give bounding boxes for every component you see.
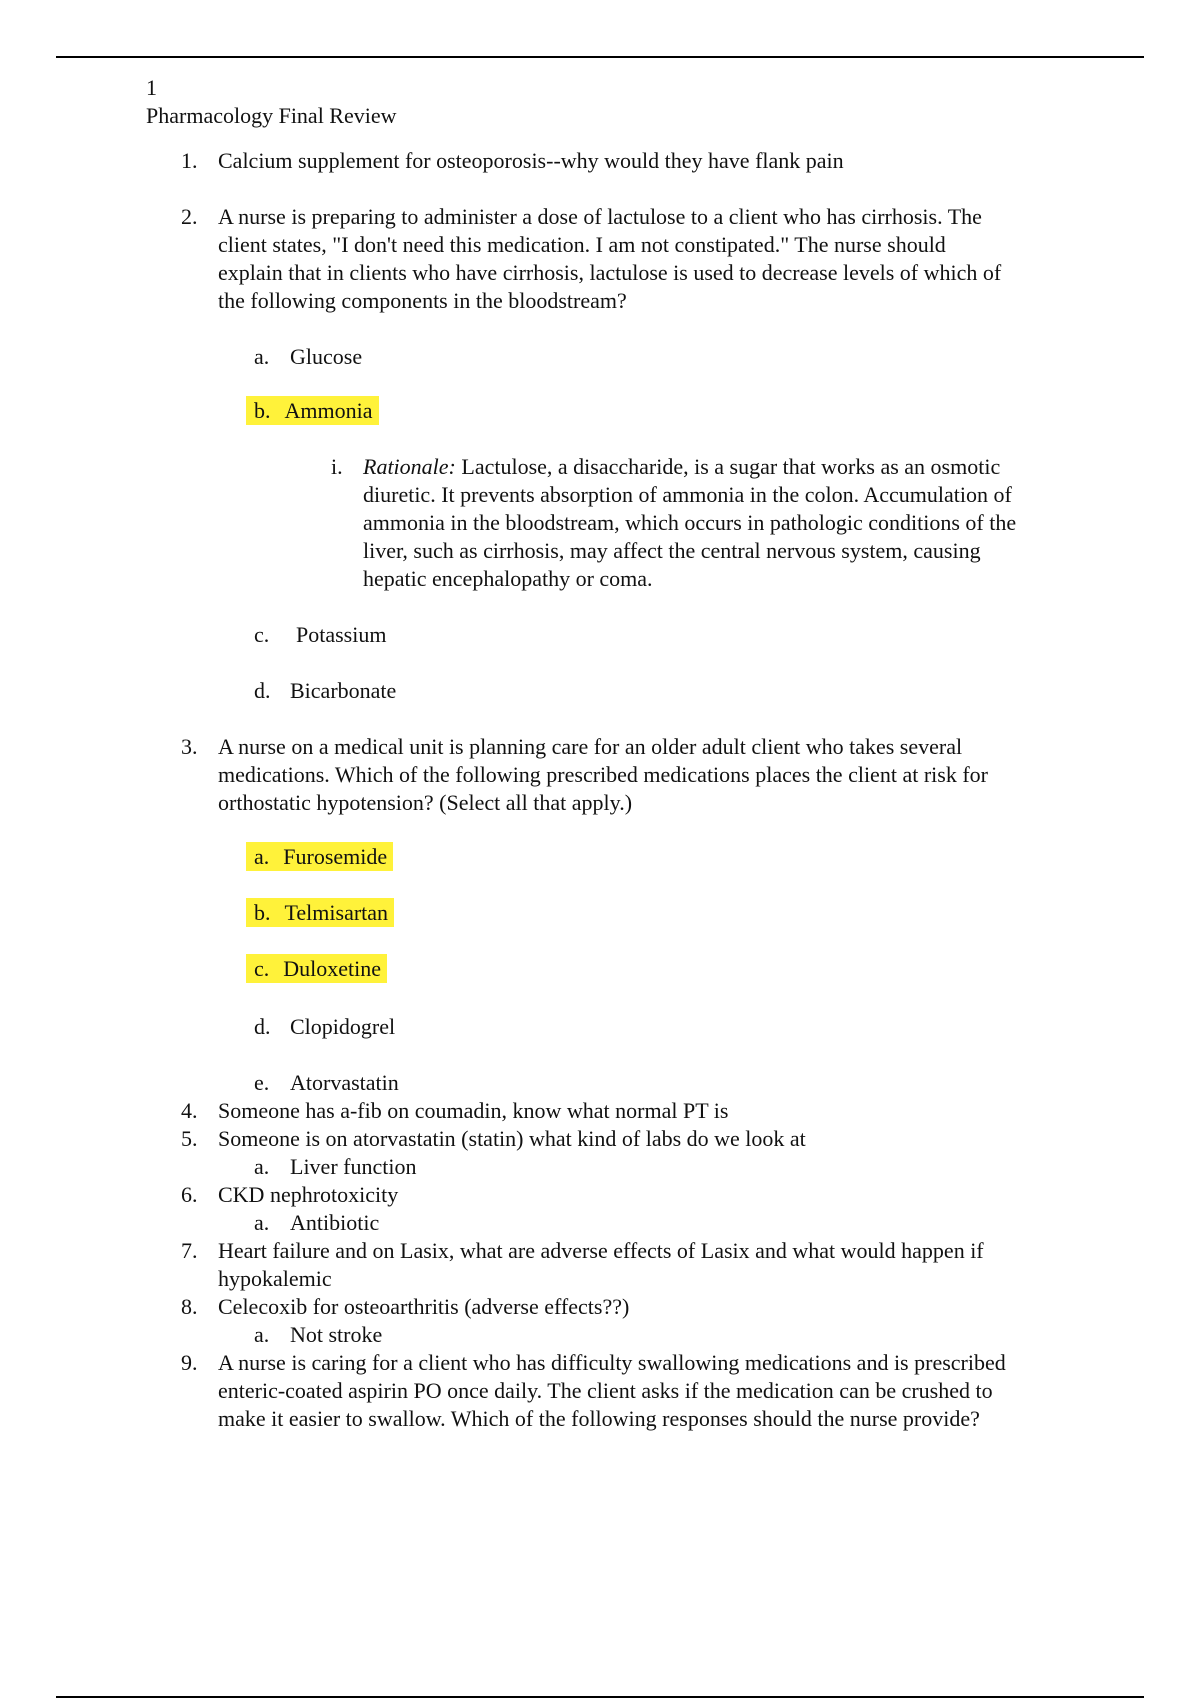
option-text: Liver function (290, 1154, 417, 1179)
option-label: c. (254, 956, 270, 981)
option-text: Ammonia (284, 398, 373, 423)
q2-option-d (254, 677, 396, 705)
q3-option-c-highlighted (246, 955, 387, 983)
question-6-text: CKD nephrotoxicity (218, 1182, 399, 1207)
option-text: Duloxetine (283, 956, 382, 981)
question-8-text: Celecoxib for osteoarthritis (adverse effects??) (218, 1294, 630, 1319)
question-2-line: A nurse is preparing to administer a dose of lactulose to a client who has cirrhosis. The (218, 204, 982, 229)
option-label: a. (254, 844, 270, 869)
rationale-line: ammonia in the bloodstream, which occurs in pathologic conditions of the (363, 510, 1017, 535)
option-label: b. (254, 900, 271, 925)
option-label: e. (254, 1070, 270, 1095)
q3-option-e (254, 1069, 399, 1097)
option-label: a. (254, 1210, 270, 1235)
option-text: Glucose (290, 344, 363, 369)
rationale-line: diuretic. It prevents absorption of ammonia in the colon. Accumulation of (363, 482, 1012, 507)
option-text: Telmisartan (284, 900, 389, 925)
page-title: Pharmacology Final Review (146, 103, 397, 128)
option-label: a. (254, 1322, 270, 1347)
option-label: d. (254, 678, 271, 703)
question-1-text: Calcium supplement for osteoporosis--why would they have flank pain (218, 148, 844, 173)
option-label: c. (254, 622, 270, 647)
option-label: a. (254, 1154, 270, 1179)
rationale-number: i. (331, 454, 343, 479)
question-3-line: A nurse on a medical unit is planning care for an older adult client who takes several (218, 734, 963, 759)
question-4-text: Someone has a-fib on coumadin, know what normal PT is (218, 1098, 729, 1123)
question-2-line: explain that in clients who have cirrhosis, lactulose is used to decrease levels of which of (218, 260, 1002, 285)
question-6-number: 6. (181, 1182, 198, 1207)
question-2-line: client states, "I don't need this medication. I am not constipated." The nurse should (218, 232, 946, 257)
question-9-line: A nurse is caring for a client who has difficulty swallowing medications and is prescribed (218, 1350, 1006, 1375)
page-number: 1 (146, 75, 157, 100)
option-text: Antibiotic (290, 1210, 380, 1235)
q8-option-a (254, 1321, 382, 1349)
question-9-number: 9. (181, 1350, 198, 1375)
option-text: Potassium (296, 622, 387, 647)
question-4-number: 4. (181, 1098, 198, 1123)
question-7-number: 7. (181, 1238, 198, 1263)
question-2-number: 2. (181, 204, 198, 229)
question-2-line: the following components in the bloodstream? (218, 288, 627, 313)
question-3-line: medications. Which of the following prescribed medications places the client at risk for (218, 762, 988, 787)
question-1-number: 1. (181, 148, 198, 173)
q3-option-d (254, 1013, 395, 1041)
question-8-number: 8. (181, 1294, 198, 1319)
rationale-text: Lactulose, a disaccharide, is a sugar that works as an osmotic (455, 454, 1001, 479)
bottom-rule (56, 1696, 1144, 1698)
q2-option-b-highlighted (246, 397, 379, 425)
q5-option-a (254, 1153, 416, 1181)
answer-highlight (246, 954, 387, 983)
q6-option-a (254, 1209, 379, 1237)
q2-option-c (254, 621, 386, 649)
option-text: Atorvastatin (290, 1070, 399, 1095)
option-label: d. (254, 1014, 271, 1039)
answer-highlight (246, 842, 393, 871)
q2-option-a (254, 343, 362, 371)
q3-option-b-highlighted (246, 899, 394, 927)
option-label: a. (254, 344, 270, 369)
q3-option-a-highlighted (246, 843, 393, 871)
option-text: Not stroke (290, 1322, 383, 1347)
question-7-line: hypokalemic (218, 1266, 332, 1291)
rationale-line: liver, such as cirrhosis, may affect the central nervous system, causing (363, 538, 981, 563)
rationale-line: hepatic encephalopathy or coma. (363, 566, 653, 591)
question-9-line: make it easier to swallow. Which of the following responses should the nurse provide? (218, 1406, 980, 1431)
option-text: Bicarbonate (290, 678, 397, 703)
question-5-number: 5. (181, 1126, 198, 1151)
answer-highlight (246, 396, 379, 425)
rationale-label: Rationale: (363, 454, 456, 479)
rationale-line-1 (363, 453, 1000, 481)
answer-highlight (246, 898, 394, 927)
question-3-number: 3. (181, 734, 198, 759)
option-text: Clopidogrel (290, 1014, 396, 1039)
question-5-text: Someone is on atorvastatin (statin) what kind of labs do we look at (218, 1126, 806, 1151)
top-rule (56, 56, 1144, 58)
question-7-line: Heart failure and on Lasix, what are adverse effects of Lasix and what would happen if (218, 1238, 984, 1263)
question-3-line: orthostatic hypotension? (Select all that apply.) (218, 790, 633, 815)
question-9-line: enteric-coated aspirin PO once daily. The client asks if the medication can be crushed to (218, 1378, 993, 1403)
option-text: Furosemide (283, 844, 388, 869)
option-label: b. (254, 398, 271, 423)
